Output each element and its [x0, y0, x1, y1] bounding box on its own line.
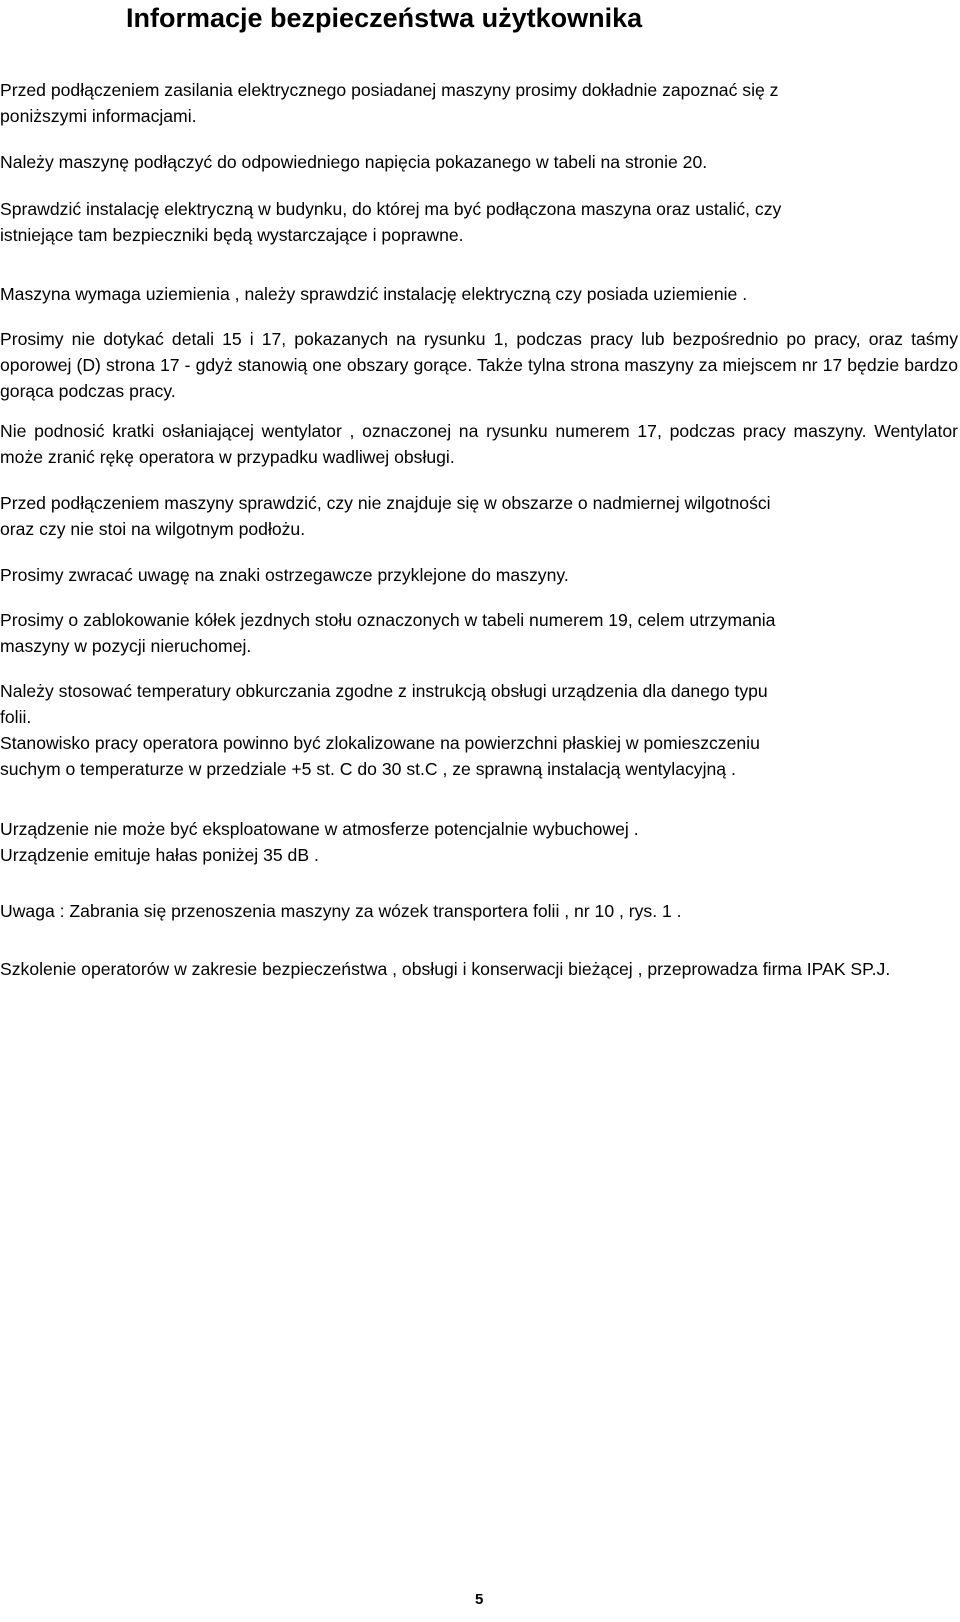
paragraph-intro: Przed podłączeniem zasilania elektrycznego posiadanej maszyny prosimy dokładnie zapoznać się z poniższymi informacjami.: [0, 80, 779, 126]
paragraph-atmosphere-noise: Urządzenie nie może być eksploatowane w atmosferze potencjalnie wybuchowej . Urządzenie emituje hałas poniżej 35 dB .: [0, 819, 639, 865]
paragraph-voltage: Należy maszynę podłączyć do odpowiedniego napięcia pokazanego w tabeli na stronie 20.: [0, 152, 708, 172]
paragraph-fan-guard: Nie podnosić kratki osłaniającej wentylator , oznaczonej na rysunku numerem 17, podczas pracy maszyny. Wentylator może zranić rękę operatora w przypadku wadliwej obsługi.: [0, 421, 958, 467]
paragraph-warning-signs: Prosimy zwracać uwagę na znaki ostrzegawcze przyklejone do maszyny.: [0, 565, 569, 585]
paragraph-transport-warning: Uwaga : Zabrania się przenoszenia maszyny za wózek transportera folii , nr 10 , rys. 1 .: [0, 901, 682, 921]
paragraph-hot-parts: Prosimy nie dotykać detali 15 i 17, pokazanych na rysunku 1, podczas pracy lub bezpośrednio po pracy, oraz taśmy oporowej (D) strona 17 - gdyż stanowią one obszary gorące. Także tylna strona maszyny za miejscem nr 17 będzie bardzo gorąca podczas pracy.: [0, 329, 958, 401]
paragraph-humidity: Przed podłączeniem maszyny sprawdzić, czy nie znajduje się w obszarze o nadmiernej wilgotności oraz czy nie stoi na wilgotnym podłożu.: [0, 493, 771, 539]
page-title: Informacje bezpieczeństwa użytkownika: [126, 3, 643, 33]
paragraph-installation: Sprawdzić instalację elektryczną w budynku, do której ma być podłączona maszyna oraz ustalić, czy istniejące tam bezpieczniki będą wystarczające i poprawne.: [0, 199, 782, 245]
paragraph-grounding: Maszyna wymaga uziemienia , należy sprawdzić instalację elektryczną czy posiada uziemienie .: [0, 284, 748, 304]
paragraph-wheel-lock: Prosimy o zablokowanie kółek jezdnych stołu oznaczonych w tabeli numerem 19, celem utrzymania maszyny w pozycji nieruchomej.: [0, 610, 776, 656]
page-number: 5: [475, 1591, 484, 1608]
paragraph-training: Szkolenie operatorów w zakresie bezpieczeństwa , obsługi i konserwacji bieżącej , przeprowadza firma IPAK SP.J.: [0, 959, 891, 979]
paragraph-temperature-workplace: Należy stosować temperatury obkurczania zgodne z instrukcją obsługi urządzenia dla danego typu folii. Stanowisko pracy operatora powinno być zlokalizowane na powierzchni płaskiej w pomieszczeniu suchym o temperaturze w przedziale +5 st. C do 30 st.C , ze sprawną instalacją wentylacyjną .: [0, 681, 768, 779]
